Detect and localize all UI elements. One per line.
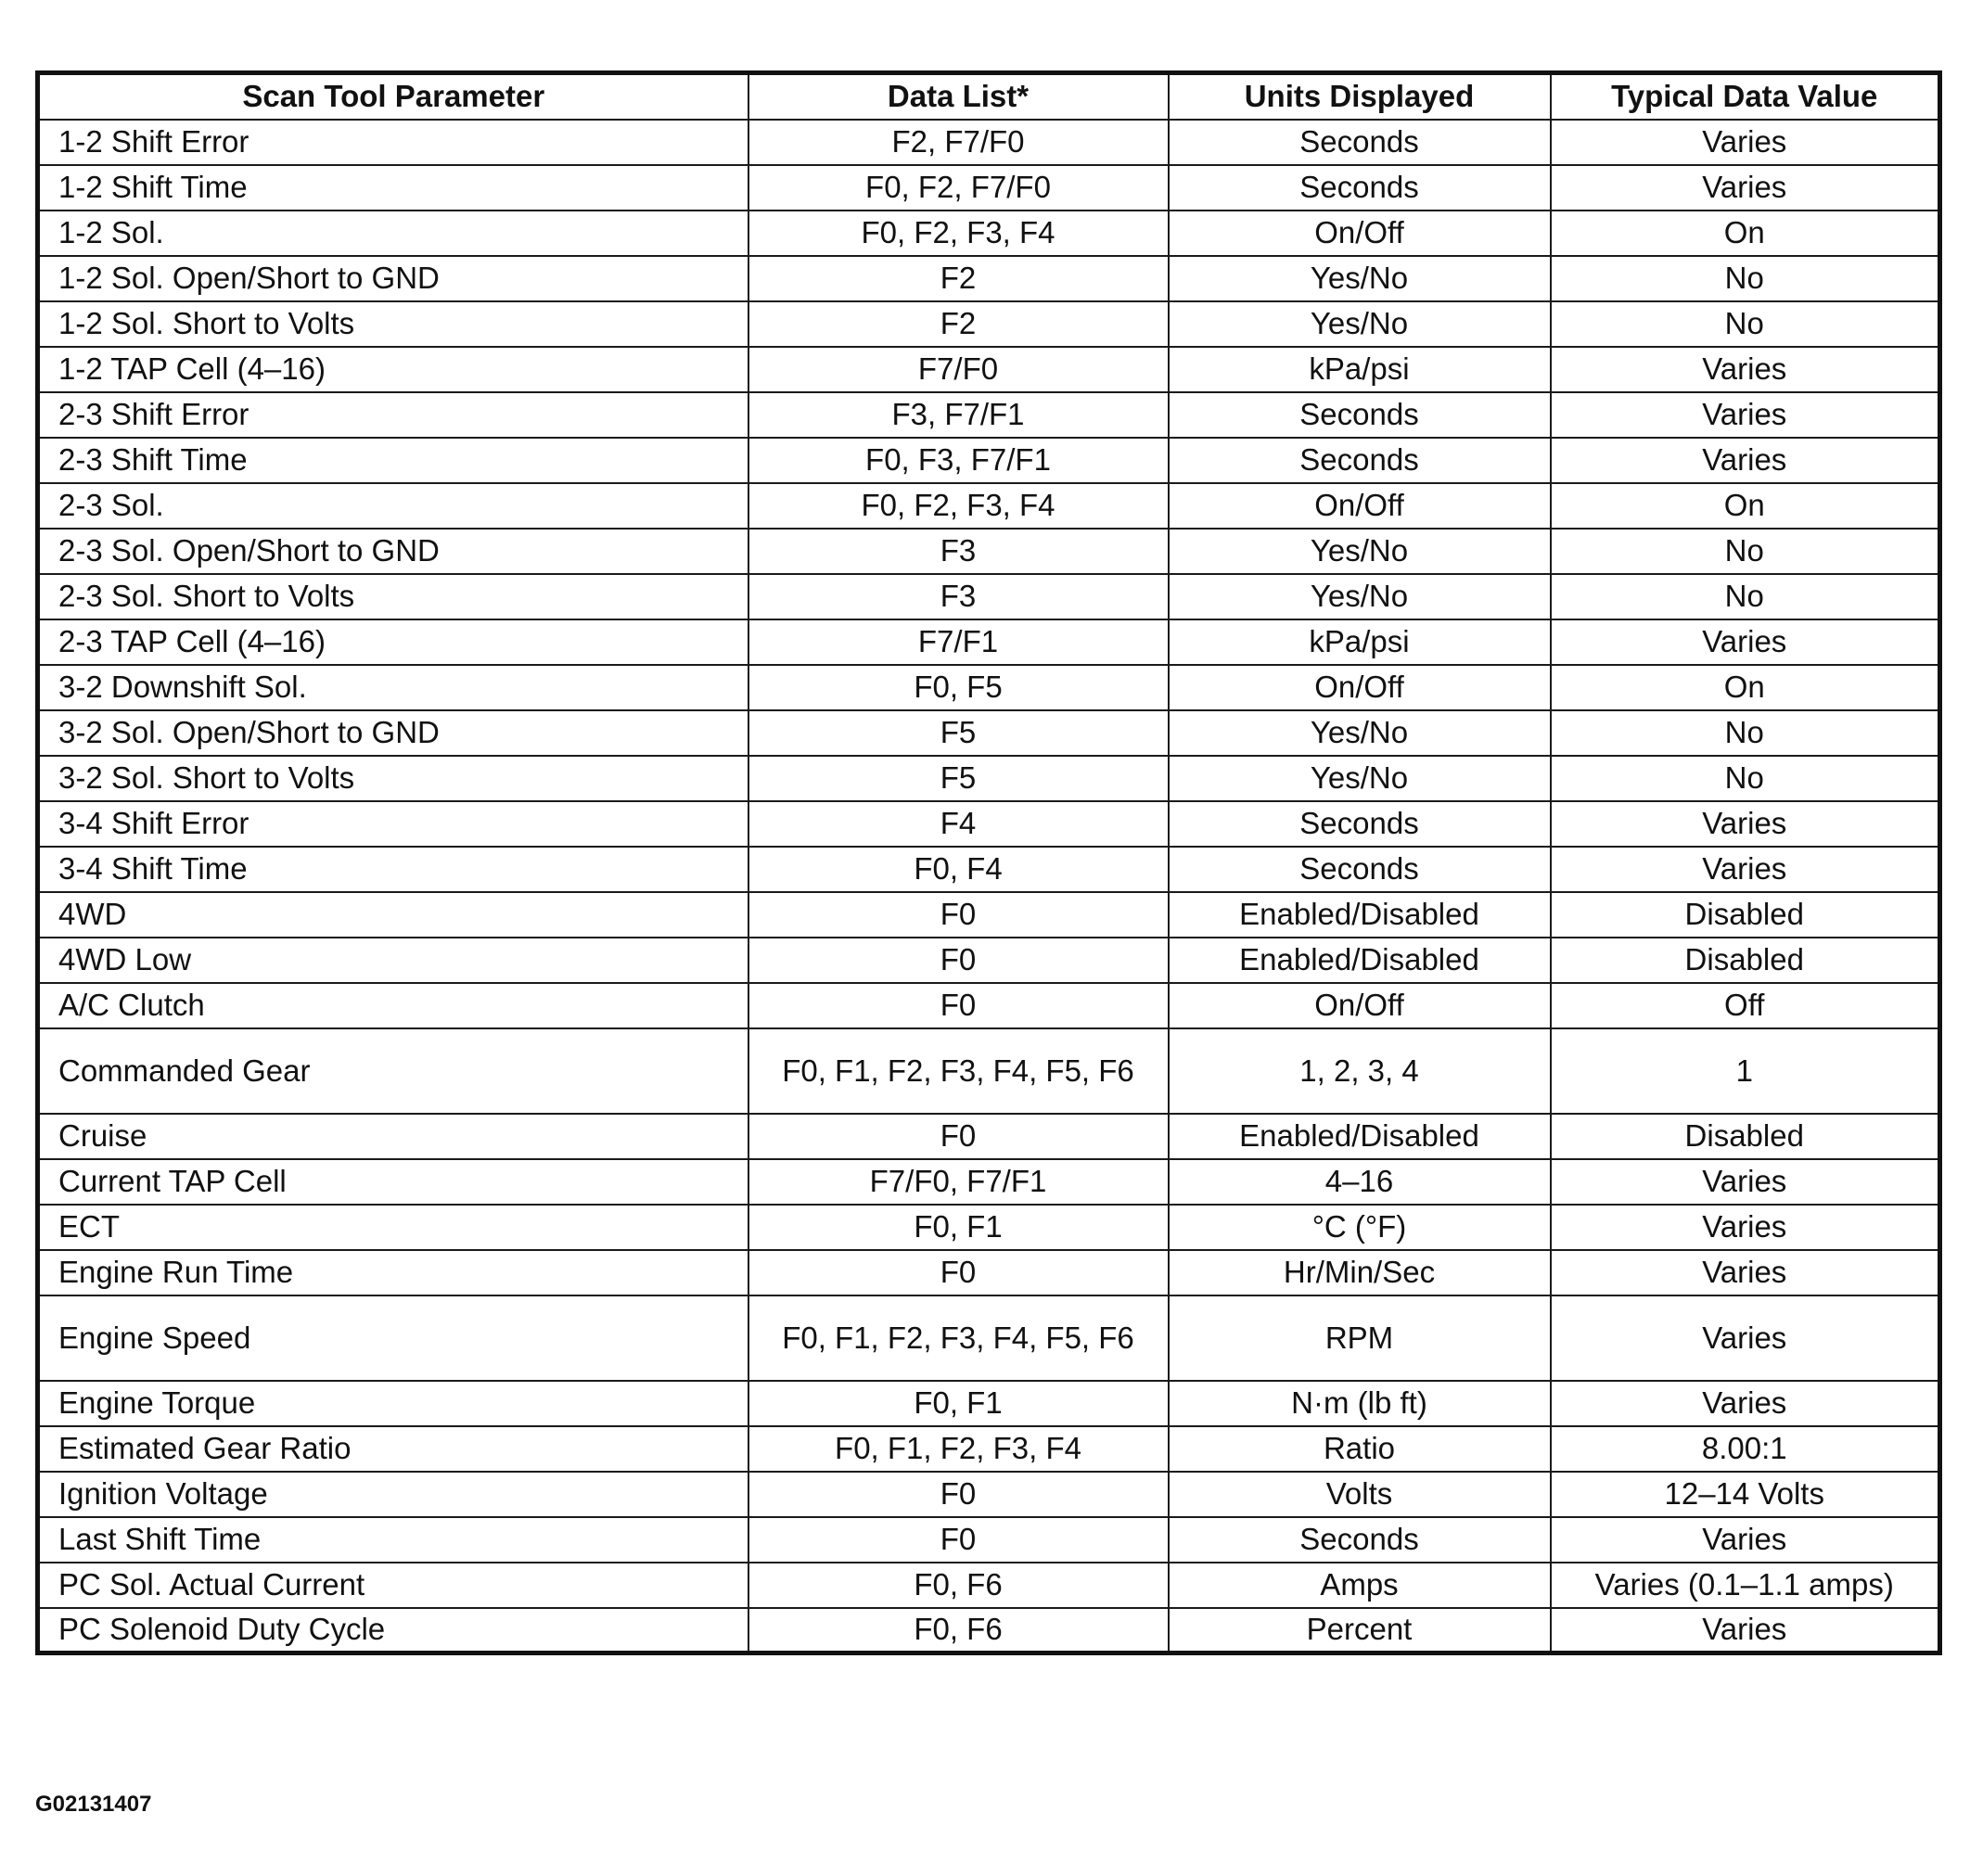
cell-units: Seconds (1169, 165, 1551, 211)
cell-units: Seconds (1169, 438, 1551, 483)
table-row (38, 1205, 1940, 1250)
cell-typical-value: No (1551, 529, 1940, 574)
cell-units: Seconds (1169, 1517, 1551, 1563)
table-row (38, 1295, 1940, 1381)
cell-data-list: F0 (748, 938, 1169, 983)
cell-typical-value: On (1551, 211, 1940, 256)
cell-typical-value: Varies (1551, 392, 1940, 438)
cell-parameter: 3-2 Sol. Open/Short to GND (38, 710, 748, 756)
header-data-list: Data List* (748, 73, 1169, 120)
cell-data-list: F0 (748, 892, 1169, 938)
cell-parameter: 3-2 Downshift Sol. (38, 665, 748, 710)
cell-parameter: 2-3 Sol. Short to Volts (38, 574, 748, 619)
cell-typical-value: No (1551, 301, 1940, 347)
cell-units: Seconds (1169, 392, 1551, 438)
header-units-displayed: Units Displayed (1169, 73, 1551, 120)
cell-parameter: 1-2 Shift Time (38, 165, 748, 211)
table-row (38, 165, 1940, 211)
table-row (38, 1608, 1940, 1653)
cell-data-list: F0, F1, F2, F3, F4, F5, F6 (748, 1028, 1169, 1114)
table-row (38, 1472, 1940, 1517)
table-row (38, 665, 1940, 710)
cell-units: Ratio (1169, 1426, 1551, 1472)
cell-units: Seconds (1169, 847, 1551, 892)
cell-data-list: F0, F1 (748, 1205, 1169, 1250)
cell-data-list: F3 (748, 574, 1169, 619)
cell-typical-value: Varies (1551, 347, 1940, 392)
cell-data-list: F0, F2, F7/F0 (748, 165, 1169, 211)
cell-units: Yes/No (1169, 756, 1551, 801)
cell-data-list: F7/F0, F7/F1 (748, 1159, 1169, 1205)
cell-units: 1, 2, 3, 4 (1169, 1028, 1551, 1114)
cell-data-list: F0 (748, 1517, 1169, 1563)
table-row (38, 1114, 1940, 1159)
cell-typical-value: 8.00:1 (1551, 1426, 1940, 1472)
cell-parameter: 2-3 Shift Error (38, 392, 748, 438)
cell-typical-value: Varies (1551, 1295, 1940, 1381)
cell-data-list: F2 (748, 256, 1169, 301)
cell-data-list: F3 (748, 529, 1169, 574)
cell-typical-value: Varies (1551, 1608, 1940, 1653)
cell-units: Enabled/Disabled (1169, 938, 1551, 983)
cell-parameter: 1-2 Sol. (38, 211, 748, 256)
cell-units: Yes/No (1169, 256, 1551, 301)
table-row (38, 938, 1940, 983)
cell-units: Amps (1169, 1563, 1551, 1608)
cell-units: Enabled/Disabled (1169, 1114, 1551, 1159)
cell-parameter: Engine Torque (38, 1381, 748, 1426)
table-row (38, 211, 1940, 256)
cell-units: Percent (1169, 1608, 1551, 1653)
cell-data-list: F0 (748, 1250, 1169, 1295)
cell-typical-value: No (1551, 756, 1940, 801)
cell-data-list: F0, F2, F3, F4 (748, 211, 1169, 256)
cell-data-list: F7/F0 (748, 347, 1169, 392)
cell-parameter: 4WD (38, 892, 748, 938)
table-row (38, 892, 1940, 938)
cell-units: On/Off (1169, 483, 1551, 529)
cell-parameter: 4WD Low (38, 938, 748, 983)
cell-typical-value: Disabled (1551, 892, 1940, 938)
cell-units: Seconds (1169, 120, 1551, 165)
cell-typical-value: 12–14 Volts (1551, 1472, 1940, 1517)
cell-units: °C (°F) (1169, 1205, 1551, 1250)
cell-parameter: Current TAP Cell (38, 1159, 748, 1205)
table-row (38, 1517, 1940, 1563)
cell-parameter: PC Sol. Actual Current (38, 1563, 748, 1608)
cell-units: Enabled/Disabled (1169, 892, 1551, 938)
cell-parameter: Ignition Voltage (38, 1472, 748, 1517)
cell-data-list: F0, F6 (748, 1608, 1169, 1653)
table-row (38, 529, 1940, 574)
cell-typical-value: Varies (1551, 438, 1940, 483)
cell-typical-value: Varies (1551, 165, 1940, 211)
cell-data-list: F0 (748, 983, 1169, 1028)
cell-typical-value: Varies (1551, 1159, 1940, 1205)
cell-parameter: Engine Run Time (38, 1250, 748, 1295)
cell-typical-value: No (1551, 256, 1940, 301)
cell-parameter: Estimated Gear Ratio (38, 1426, 748, 1472)
table-row (38, 1159, 1940, 1205)
table-row (38, 483, 1940, 529)
cell-typical-value: 1 (1551, 1028, 1940, 1114)
cell-typical-value: Varies (1551, 1517, 1940, 1563)
cell-data-list: F0 (748, 1114, 1169, 1159)
table-row (38, 301, 1940, 347)
header-scan-tool-parameter: Scan Tool Parameter (38, 73, 748, 120)
cell-typical-value: Disabled (1551, 1114, 1940, 1159)
cell-data-list: F0, F4 (748, 847, 1169, 892)
header-typical-data-value: Typical Data Value (1551, 73, 1940, 120)
cell-parameter: 1-2 TAP Cell (4–16) (38, 347, 748, 392)
cell-units: Yes/No (1169, 574, 1551, 619)
table-row (38, 574, 1940, 619)
table-row (38, 1028, 1940, 1114)
table-row (38, 1563, 1940, 1608)
table-row (38, 847, 1940, 892)
table-row (38, 347, 1940, 392)
cell-units: Yes/No (1169, 710, 1551, 756)
cell-typical-value: On (1551, 665, 1940, 710)
cell-data-list: F0, F1, F2, F3, F4 (748, 1426, 1169, 1472)
table-row (38, 392, 1940, 438)
table-header-row (38, 73, 1940, 120)
table-row (38, 619, 1940, 665)
table-row (38, 983, 1940, 1028)
cell-data-list: F3, F7/F1 (748, 392, 1169, 438)
cell-typical-value: Varies (1551, 1205, 1940, 1250)
cell-data-list: F0, F3, F7/F1 (748, 438, 1169, 483)
cell-parameter: 3-4 Shift Error (38, 801, 748, 847)
cell-data-list: F5 (748, 710, 1169, 756)
cell-parameter: 3-4 Shift Time (38, 847, 748, 892)
cell-parameter: 1-2 Sol. Short to Volts (38, 301, 748, 347)
cell-units: kPa/psi (1169, 347, 1551, 392)
table-row (38, 1250, 1940, 1295)
cell-parameter: Commanded Gear (38, 1028, 748, 1114)
cell-units: On/Off (1169, 665, 1551, 710)
cell-typical-value: Varies (1551, 120, 1940, 165)
table-row (38, 1426, 1940, 1472)
cell-parameter: 2-3 Shift Time (38, 438, 748, 483)
cell-typical-value: Varies (1551, 847, 1940, 892)
cell-data-list: F2 (748, 301, 1169, 347)
scan-tool-data-table-container (35, 70, 1942, 1655)
cell-units: Yes/No (1169, 529, 1551, 574)
cell-typical-value: Off (1551, 983, 1940, 1028)
cell-typical-value: Disabled (1551, 938, 1940, 983)
table-row (38, 801, 1940, 847)
cell-units: 4–16 (1169, 1159, 1551, 1205)
cell-units: N·m (lb ft) (1169, 1381, 1551, 1426)
table-row (38, 256, 1940, 301)
cell-data-list: F0, F1 (748, 1381, 1169, 1426)
cell-parameter: 1-2 Sol. Open/Short to GND (38, 256, 748, 301)
figure-code: G02131407 (35, 1792, 152, 1817)
cell-data-list: F0, F1, F2, F3, F4, F5, F6 (748, 1295, 1169, 1381)
cell-units: kPa/psi (1169, 619, 1551, 665)
cell-typical-value: On (1551, 483, 1940, 529)
cell-parameter: 2-3 Sol. (38, 483, 748, 529)
table-row (38, 710, 1940, 756)
cell-data-list: F4 (748, 801, 1169, 847)
cell-units: RPM (1169, 1295, 1551, 1381)
cell-typical-value: Varies (1551, 1381, 1940, 1426)
cell-units: Seconds (1169, 801, 1551, 847)
cell-typical-value: Varies (0.1–1.1 amps) (1551, 1563, 1940, 1608)
cell-parameter: ECT (38, 1205, 748, 1250)
cell-typical-value: Varies (1551, 619, 1940, 665)
cell-typical-value: No (1551, 710, 1940, 756)
cell-typical-value: Varies (1551, 1250, 1940, 1295)
cell-units: On/Off (1169, 211, 1551, 256)
cell-units: On/Off (1169, 983, 1551, 1028)
cell-units: Volts (1169, 1472, 1551, 1517)
cell-data-list: F0 (748, 1472, 1169, 1517)
cell-typical-value: Varies (1551, 801, 1940, 847)
cell-data-list: F0, F5 (748, 665, 1169, 710)
cell-parameter: Last Shift Time (38, 1517, 748, 1563)
cell-units: Yes/No (1169, 301, 1551, 347)
table-row (38, 756, 1940, 801)
cell-parameter: A/C Clutch (38, 983, 748, 1028)
cell-typical-value: No (1551, 574, 1940, 619)
cell-parameter: 2-3 Sol. Open/Short to GND (38, 529, 748, 574)
cell-units: Hr/Min/Sec (1169, 1250, 1551, 1295)
table-row (38, 438, 1940, 483)
table-body (38, 120, 1940, 1653)
scan-tool-data-table (35, 70, 1942, 1655)
cell-data-list: F5 (748, 756, 1169, 801)
cell-parameter: Cruise (38, 1114, 748, 1159)
table-row (38, 1381, 1940, 1426)
cell-data-list: F0, F6 (748, 1563, 1169, 1608)
cell-parameter: 1-2 Shift Error (38, 120, 748, 165)
cell-parameter: Engine Speed (38, 1295, 748, 1381)
cell-data-list: F2, F7/F0 (748, 120, 1169, 165)
cell-parameter: PC Solenoid Duty Cycle (38, 1608, 748, 1653)
table-row (38, 120, 1940, 165)
cell-parameter: 2-3 TAP Cell (4–16) (38, 619, 748, 665)
cell-data-list: F7/F1 (748, 619, 1169, 665)
cell-parameter: 3-2 Sol. Short to Volts (38, 756, 748, 801)
cell-data-list: F0, F2, F3, F4 (748, 483, 1169, 529)
